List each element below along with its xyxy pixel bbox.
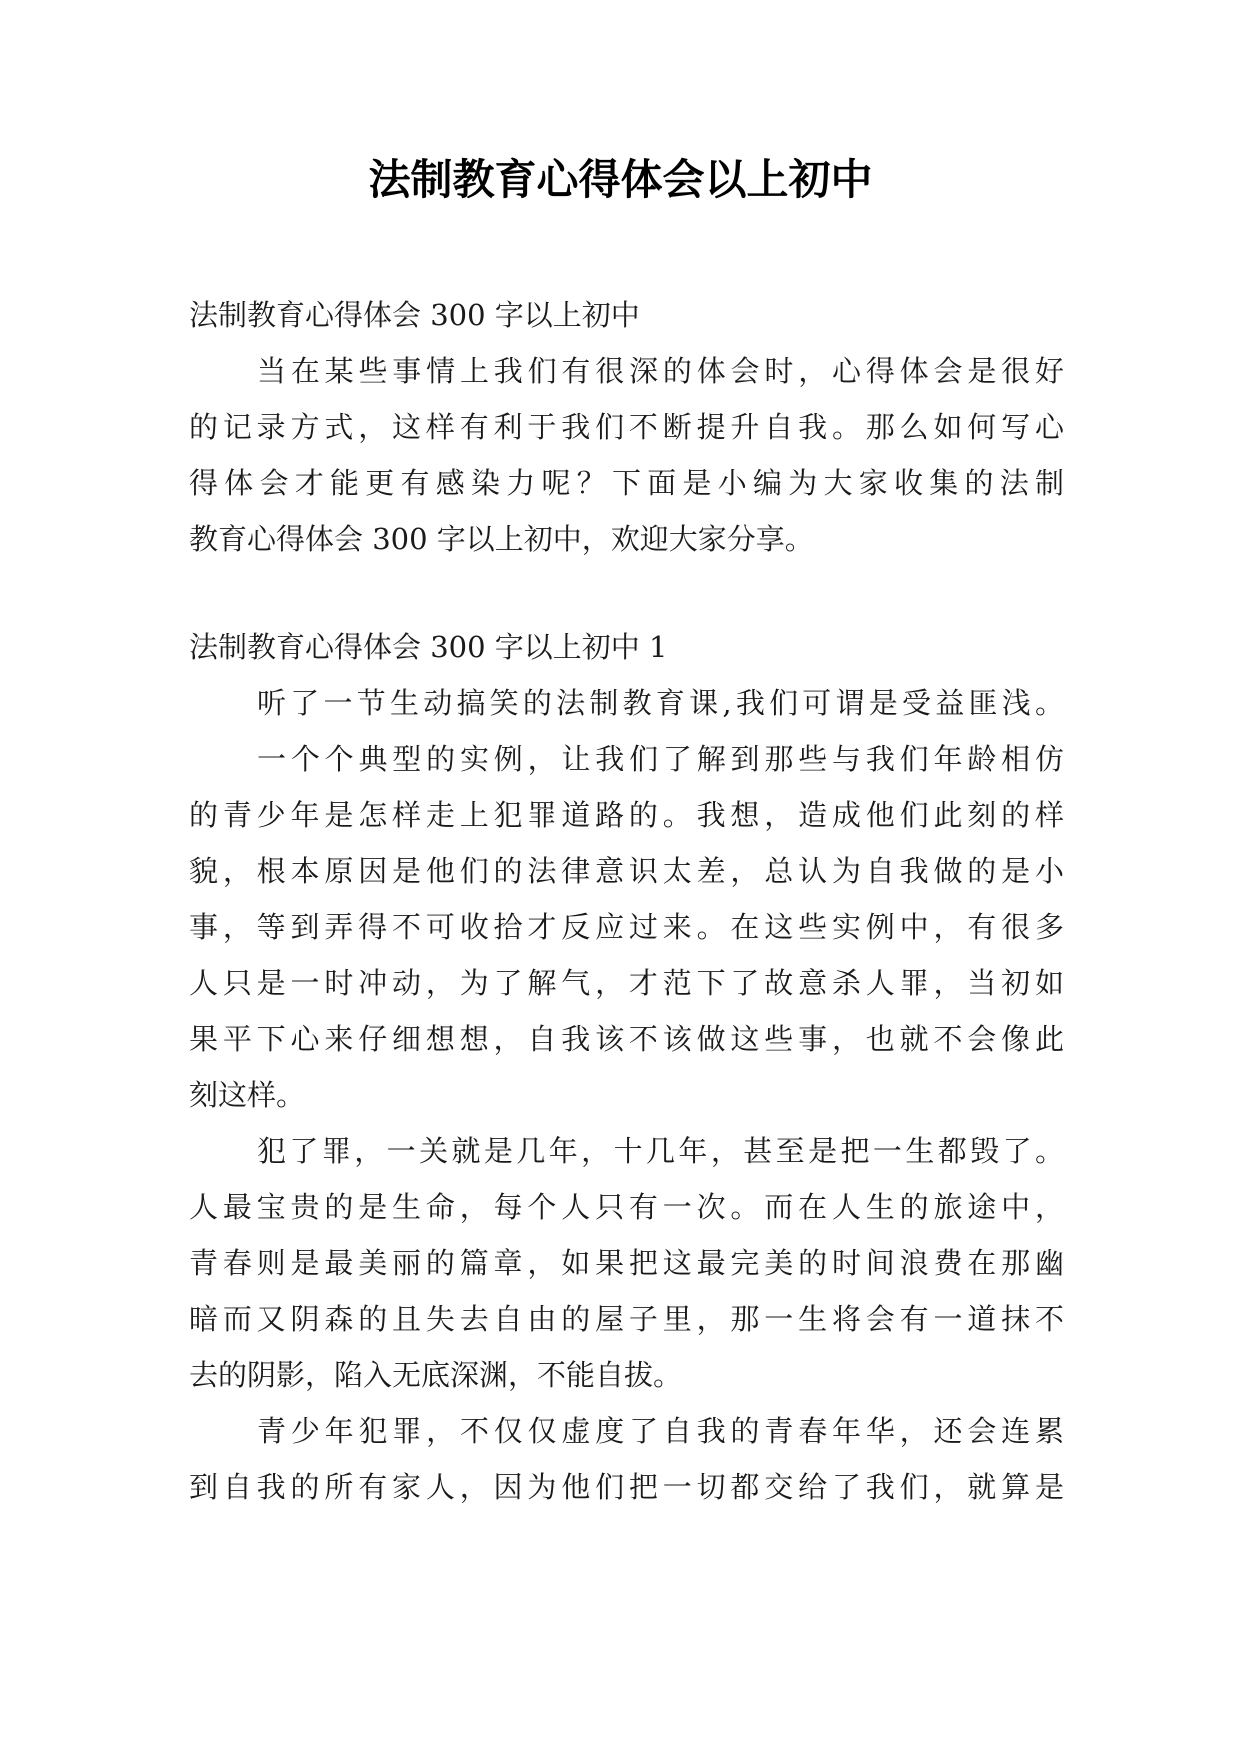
paragraph-line: 刻这样。 bbox=[189, 1078, 306, 1112]
paragraph-line: 一个个典型的实例，让我们了解到那些与我们年龄相仿 bbox=[257, 742, 1064, 776]
paragraph-line: 当在某些事情上我们有很深的体会时，心得体会是很好 bbox=[257, 354, 1064, 388]
paragraph-line: 果平下心来仔细想想，自我该不该做这些事，也就不会像此 bbox=[189, 1022, 1064, 1056]
section-heading: 法制教育心得体会 300 字以上初中 1 bbox=[189, 630, 668, 664]
section-spacer bbox=[189, 567, 1064, 619]
paragraph-line: 犯了罪，一关就是几年，十几年，甚至是把一生都毁了。 bbox=[257, 1134, 1064, 1168]
paragraph-line: 貌，根本原因是他们的法律意识太差，总认为自我做的是小 bbox=[189, 854, 1064, 888]
paragraph-line: 人只是一时冲动，为了解气，才范下了故意杀人罪，当初如 bbox=[189, 966, 1064, 1000]
paragraph-line: 得体会才能更有感染力呢？下面是小编为大家收集的法制 bbox=[189, 466, 1064, 500]
paragraph-line: 去的阴影，陷入无底深渊，不能自拔。 bbox=[189, 1358, 683, 1392]
paragraph-line: 青少年犯罪，不仅仅虚度了自我的青春年华，还会连累 bbox=[257, 1414, 1064, 1448]
paragraph-line: 人最宝贵的是生命，每个人只有一次。而在人生的旅途中， bbox=[189, 1190, 1064, 1224]
paragraph-line: 的记录方式，这样有利于我们不断提升自我。那么如何写心 bbox=[189, 410, 1064, 444]
document-title: 法制教育心得体会以上初中 bbox=[368, 155, 873, 204]
paragraph-line: 事，等到弄得不可收拾才反应过来。在这些实例中，有很多 bbox=[189, 910, 1064, 944]
document-body bbox=[189, 287, 1064, 1515]
paragraph-line: 听了一节生动搞笑的法制教育课,我们可谓是受益匪浅。 bbox=[257, 686, 1064, 720]
paragraph-line: 教育心得体会 300 字以上初中，欢迎大家分享。 bbox=[189, 522, 814, 556]
paragraph-line: 的青少年是怎样走上犯罪道路的。我想，造成他们此刻的样 bbox=[189, 798, 1064, 832]
section-heading: 法制教育心得体会 300 字以上初中 bbox=[189, 298, 640, 332]
paragraph-line: 青春则是最美丽的篇章，如果把这最完美的时间浪费在那幽 bbox=[189, 1246, 1064, 1280]
paragraph-line: 到自我的所有家人，因为他们把一切都交给了我们，就算是 bbox=[189, 1470, 1064, 1504]
paragraph-line: 暗而又阴森的且失去自由的屋子里，那一生将会有一道抹不 bbox=[189, 1302, 1064, 1336]
